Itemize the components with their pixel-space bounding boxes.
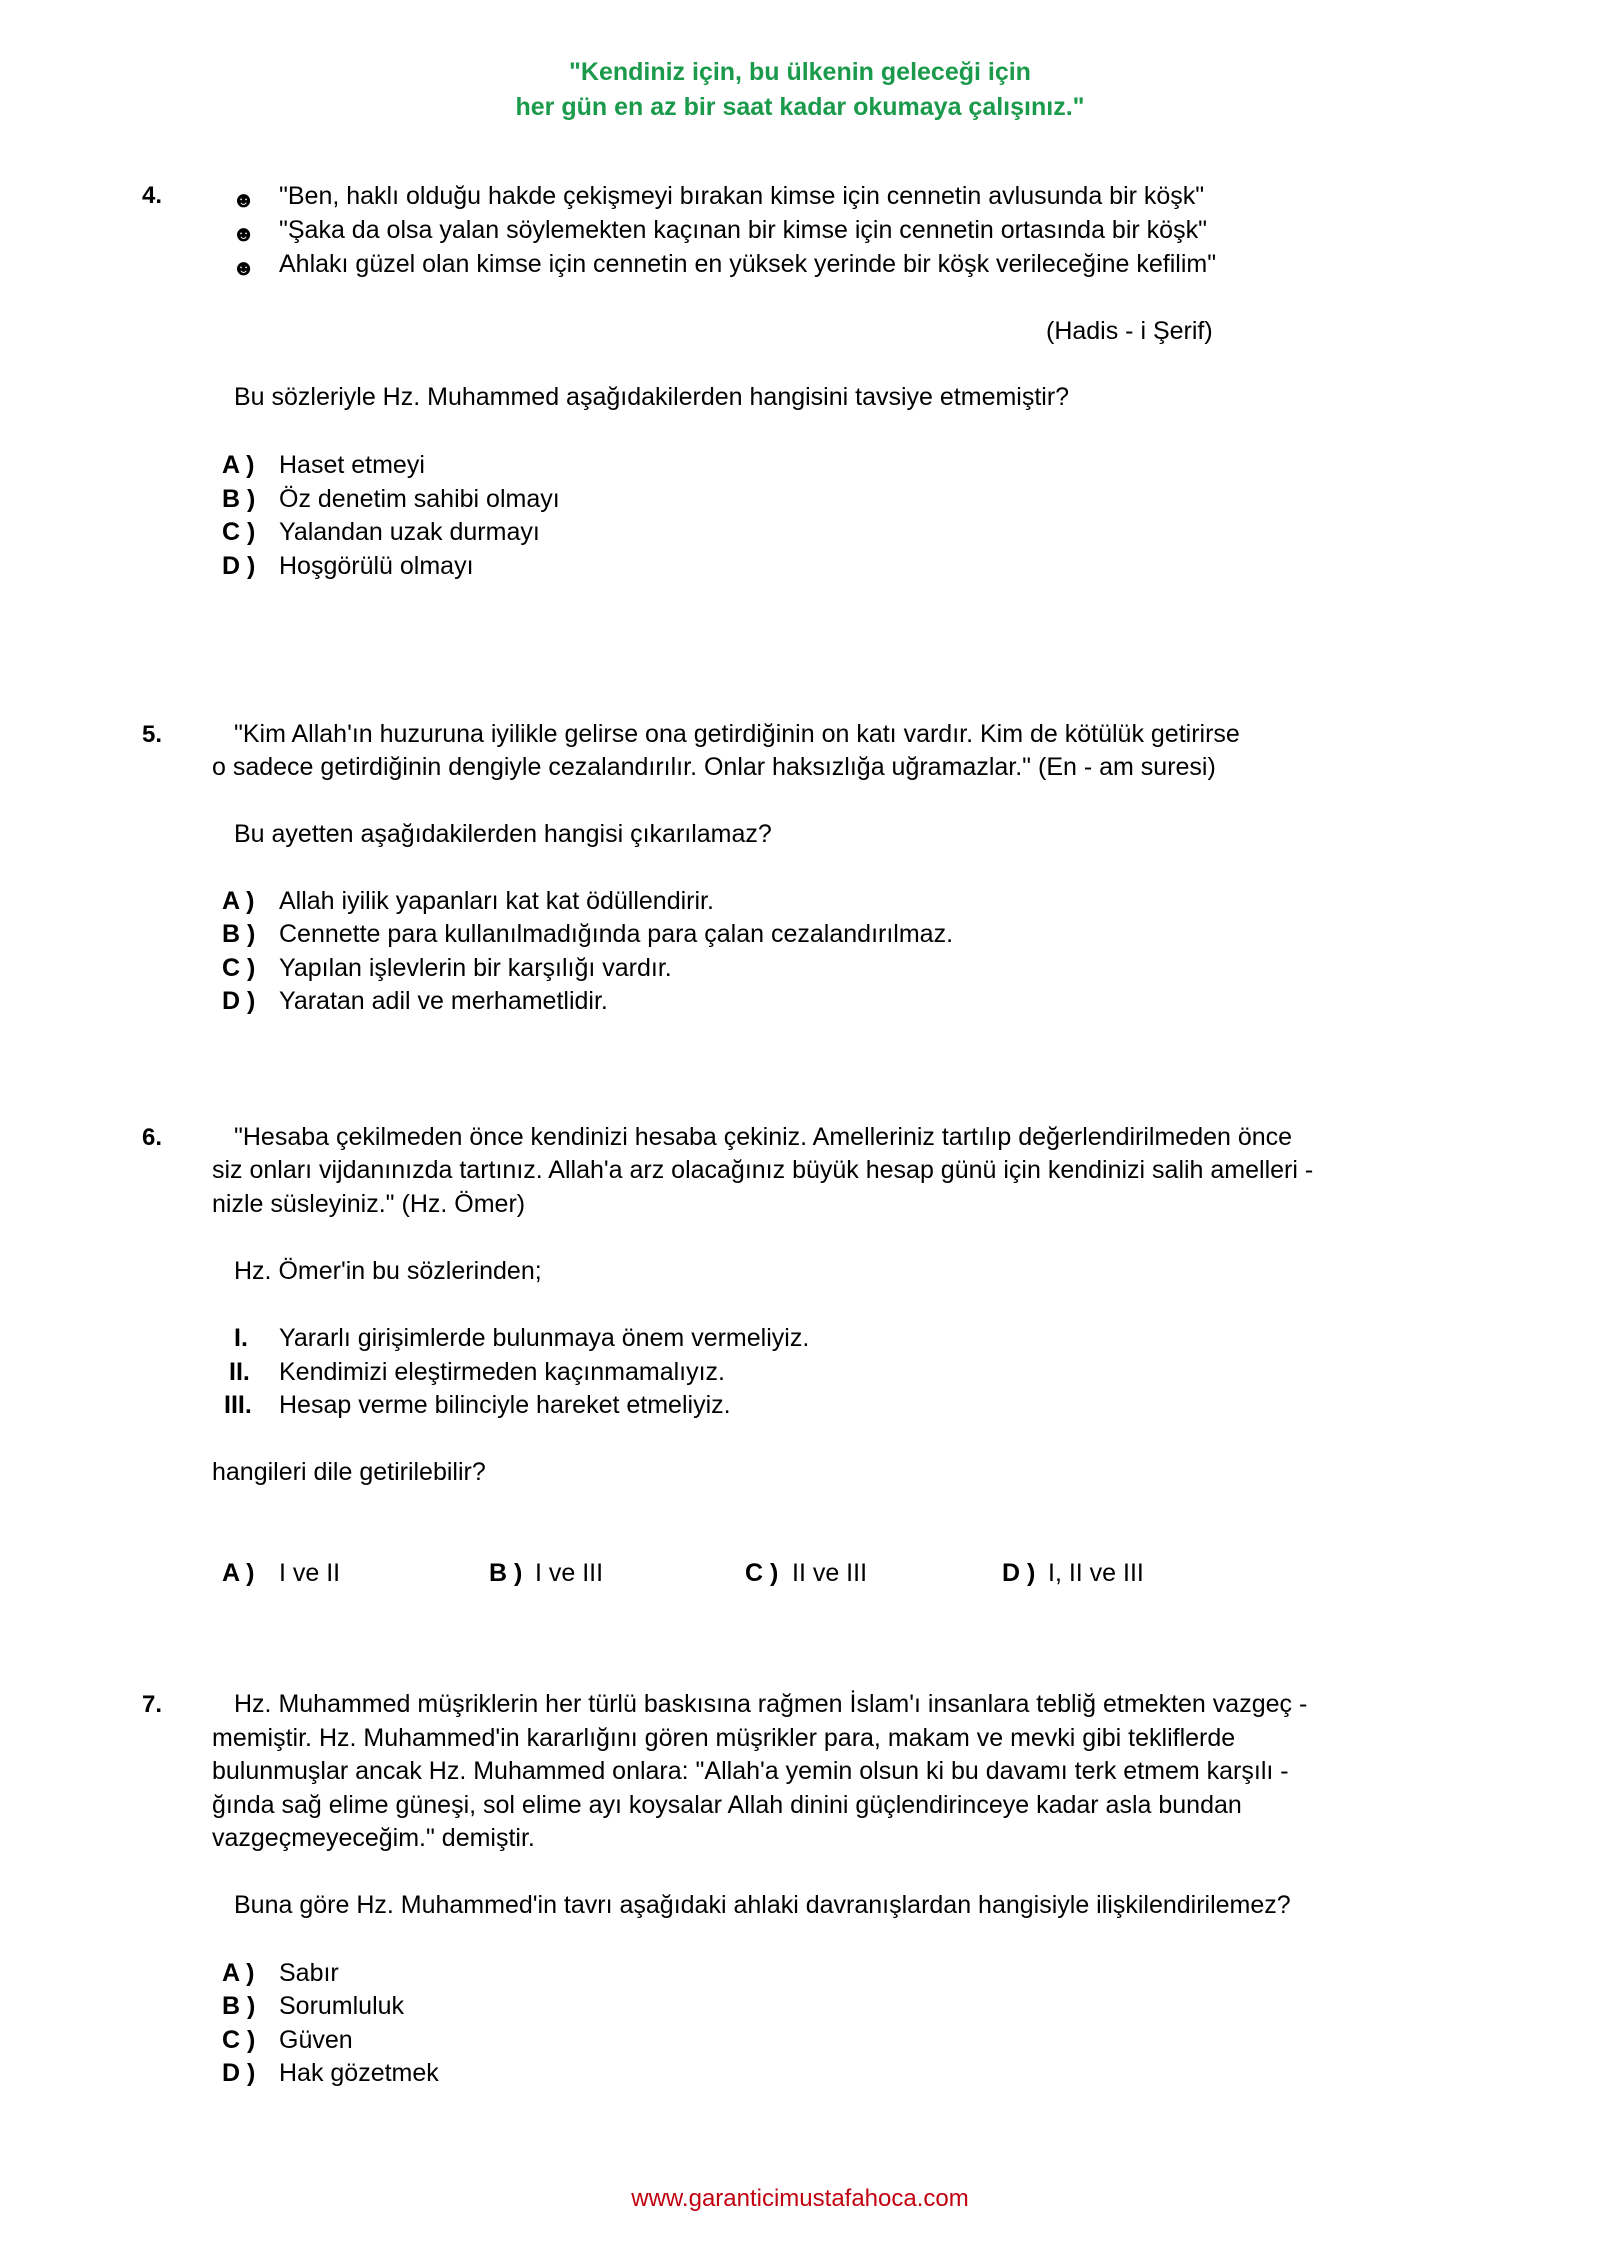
passage-line: siz onları vijdanınızda tartınız. Allah'a arz olacağınız büyük hesap günü için kendinizi salih amelleri - [212,1156,1314,1184]
option-text: Yapılan işlevlerin bir karşılığı vardır. [279,954,672,982]
question-stem: hangileri dile getirilebilir? [212,1458,486,1486]
option-label: B ) [222,920,256,948]
option-text: Hak gözetmek [279,2059,439,2087]
footer-url[interactable]: www.garanticimustafahoca.com [631,2185,969,2212]
question-stem: Bu sözleriyle Hz. Muhammed aşağıdakilerden hangisini tavsiye etmemiştir? [234,383,1070,411]
option-text: Sabır [279,1959,339,1987]
statement-text: Kendimizi eleştirmeden kaçınmamalıyız. [279,1358,725,1386]
passage-line: vazgeçmeyeceğim." demiştir. [212,1824,535,1852]
passage-line: "Kim Allah'ın huzuruna iyilikle gelirse ona getirdiğinin on katı vardır. Kim de kötülük getirirse [234,720,1240,748]
statement-text: Yararlı girişimlerde bulunmaya önem vermeliyiz. [279,1324,810,1352]
question-number: 4. [142,182,163,209]
passage-line: memiştir. Hz. Muhammed'in kararlığını gören müşrikler para, makam ve mevki gibi tekliflerde [212,1724,1236,1752]
option-text: I, II ve III [1048,1559,1144,1587]
question-number: 5. [142,721,163,748]
option-text: Hoşgörülü olmayı [279,552,474,580]
option-label: C ) [222,518,256,546]
option-text: I ve III [535,1559,604,1587]
bullet-text: "Ben, haklı olduğu hakde çekişmeyi bırakan kimse için cennetin avlusunda bir köşk" [279,182,1205,210]
option-label: D ) [222,987,256,1015]
smiley-icon: ☻ [232,187,256,212]
option-text: Sorumluluk [279,1992,405,2020]
option-label: C ) [222,2026,256,2054]
statement-text: Hesap verme bilinciyle hareket etmeliyiz. [279,1391,731,1419]
option-text: I ve II [279,1559,341,1587]
header-line-1: "Kendiniz için, bu ülkenin geleceği için [569,58,1031,86]
passage-line: nizle süsleyiniz." (Hz. Ömer) [212,1190,526,1218]
bullet-text: "Şaka da olsa yalan söylemekten kaçınan bir kimse için cennetin ortasında bir köşk" [279,216,1207,244]
passage-line: "Hesaba çekilmeden önce kendinizi hesaba çekiniz. Amelleriniz tartılıp değerlendirilmeden önce [234,1123,1293,1151]
passage-line: Hz. Muhammed müşriklerin her türlü baskısına rağmen İslam'ı insanlara tebliğ etmekten vazgeç - [234,1690,1308,1718]
option-text: Yaratan adil ve merhametlidir. [279,987,608,1015]
passage-line: ğında sağ elime güneşi, sol elime ayı koysalar Allah dinini güçlendirinceye kadar asla bundan [212,1791,1242,1819]
option-text: II ve III [792,1559,868,1587]
option-label: B ) [222,485,256,513]
statement-label: II. [229,1358,250,1386]
option-label: D ) [222,552,256,580]
question-stem: Bu ayetten aşağıdakilerden hangisi çıkarılamaz? [234,820,772,848]
passage-line: o sadece getirdiğinin dengiyle cezalandırılır. Onlar haksızlığa uğramazlar." (En - am suresi) [212,753,1216,781]
option-label: C ) [222,954,256,982]
option-label: A ) [222,451,255,479]
smiley-icon: ☻ [232,221,256,246]
option-label: C ) [745,1559,779,1587]
question-intro: Hz. Ömer'in bu sözlerinden; [234,1257,542,1285]
bullet-text: Ahlakı güzel olan kimse için cennetin en yüksek yerinde bir köşk verileceğine kefilim" [279,250,1217,278]
option-text: Haset etmeyi [279,451,425,479]
passage-line: bulunmuşlar ancak Hz. Muhammed onlara: "Allah'a yemin olsun ki bu davamı terk etmem karşılı - [212,1757,1289,1785]
option-text: Güven [279,2026,353,2054]
option-label: B ) [489,1559,523,1587]
header-line-2: her gün en az bir saat kadar okumaya çalışınız." [515,93,1085,121]
option-text: Öz denetim sahibi olmayı [279,485,560,513]
question-number: 6. [142,1124,163,1151]
statement-label: I. [234,1324,248,1352]
option-text: Cennette para kullanılmadığında para çalan cezalandırılmaz. [279,920,954,948]
question-stem: Buna göre Hz. Muhammed'in tavrı aşağıdaki ahlaki davranışlardan hangisiyle ilişkilendirilemez? [234,1891,1291,1919]
option-text: Allah iyilik yapanları kat kat ödüllendirir. [279,887,714,915]
option-label: A ) [222,887,255,915]
option-text: Yalandan uzak durmayı [279,518,540,546]
option-label: B ) [222,1992,256,2020]
option-label: D ) [222,2059,256,2087]
option-label: A ) [222,1559,255,1587]
option-label: D ) [1002,1559,1036,1587]
question-number: 7. [142,1691,163,1718]
option-label: A ) [222,1959,255,1987]
statement-label: III. [224,1391,252,1419]
source-citation: (Hadis - i Şerif) [1046,317,1213,345]
smiley-icon: ☻ [232,255,256,280]
